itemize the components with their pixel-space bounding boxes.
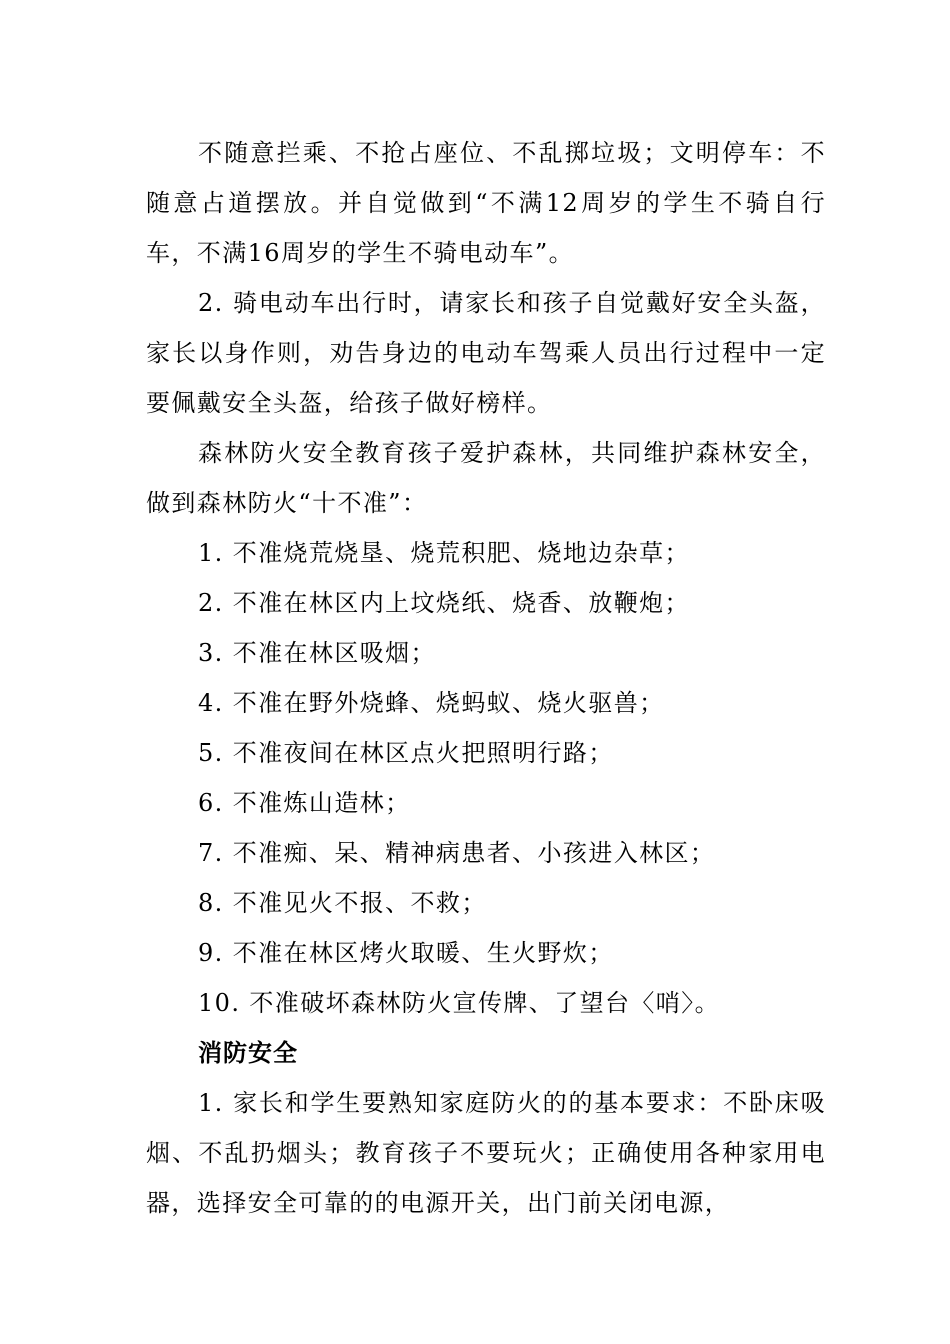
paragraph-traffic-rules: 不随意拦乘、不抢占座位、不乱掷垃圾；文明停车：不随意占道摆放。并自觉做到“不满12周岁的学生不骑自行车，不满16周岁的学生不骑电动车”。: [146, 139, 826, 267]
paragraph-forest-intro: 森林防火安全教育孩子爱护森林，共同维护森林安全，做到森林防火“十不准”：: [146, 439, 826, 517]
section-heading-fire-safety: 消防安全: [198, 1038, 298, 1067]
list-item: 4. 不准在野外烧蜂、烧蚂蚁、烧火驱兽；: [198, 689, 665, 717]
paragraph-fire-safety: 1. 家长和学生要熟知家庭防火的的基本要求：不卧床吸烟、不乱扔烟头；教育孩子不要玩火；正确使用各种家用电器，选择安全可靠的的电源开关，出门前关闭电源，: [146, 1089, 826, 1217]
list-item: 10. 不准破坏森林防火宣传牌、了望台〈哨〉。: [198, 989, 720, 1017]
document-body: [146, 128, 826, 1228]
list-item: 9. 不准在林区烤火取暖、生火野炊；: [198, 939, 614, 967]
list-item: 2. 不准在林区内上坟烧纸、烧香、放鞭炮；: [198, 589, 690, 617]
list-item: 8. 不准见火不报、不救；: [198, 889, 487, 917]
list-item: 7. 不准痴、呆、精神病患者、小孩进入林区；: [198, 839, 716, 867]
paragraph-helmet: 2. 骑电动车出行时，请家长和孩子自觉戴好安全头盔，家长以身作则，劝告身边的电动车驾乘人员出行过程中一定要佩戴安全头盔，给孩子做好榜样。: [146, 289, 826, 417]
list-item: 1. 不准烧荒烧垦、烧荒积肥、烧地边杂草；: [198, 539, 690, 567]
list-item: 3. 不准在林区吸烟；: [198, 639, 436, 667]
list-item: 6. 不准炼山造林；: [198, 789, 411, 817]
forest-rules-list: [146, 528, 826, 1028]
list-item: 5. 不准夜间在林区点火把照明行路；: [198, 739, 614, 767]
